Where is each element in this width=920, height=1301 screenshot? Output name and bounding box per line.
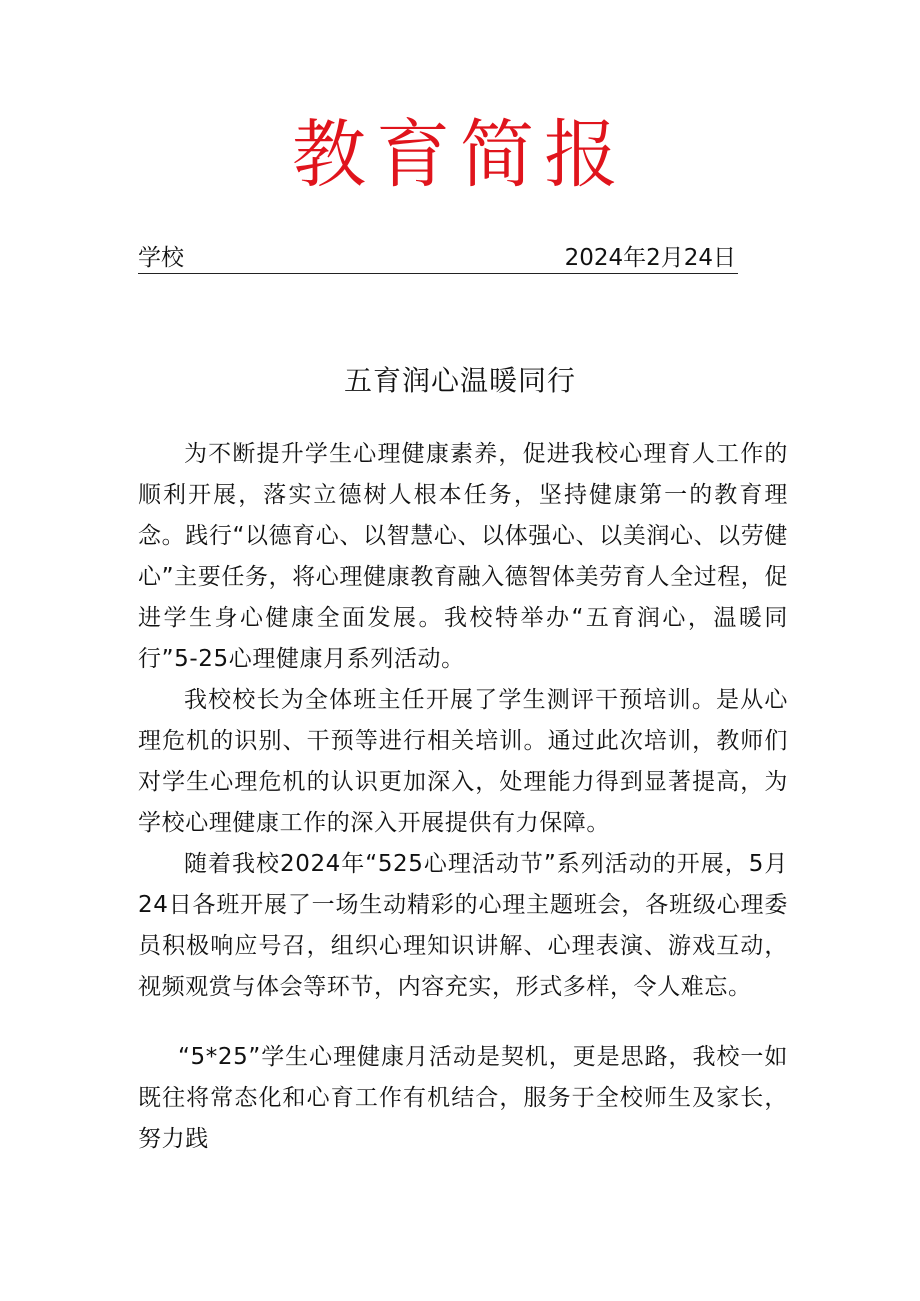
school-label: 学校 — [138, 245, 184, 271]
issue-date: 2024年2月24日 — [564, 245, 736, 271]
paragraph-class-meeting: 随着我校2024年“525心理活动节”系列活动的开展，5月24日各班开展了一场生动精彩的心理主题班会，各班级心理委员积极响应号召，组织心理知识讲解、心理表演、游戏互动，视频观赏与体会等环节，内容充实，形式多样，令人难忘。 — [138, 851, 788, 1000]
masthead-title: 教育简报 — [292, 112, 628, 198]
header-line — [138, 243, 738, 274]
paragraph-training: 我校校长为全体班主任开展了学生测评干预培训。是从心理危机的识别、干预等进行相关培训。通过此次培训，教师们对学生心理危机的认识更加深入，处理能力得到显著提高，为学校心理健康工作的深入开展提供有力保障。 — [138, 687, 788, 836]
paragraph-conclusion: “5*25”学生心理健康月活动是契机，更是思路，我校一如既往将常态化和心育工作有机结合，服务于全校师生及家长，努力践 — [138, 1044, 788, 1152]
paragraph-intro: 为不断提升学生心理健康素养，促进我校心理育人工作的顺利开展，落实立德树人根本任务，坚持健康第一的教育理念。践行“以德育心、以智慧心、以体强心、以美润心、以劳健心”主要任务，将心理健康教育融入德智体美劳育人全过程，促进学生身心健康全面发展。我校特举办“五育润心，温暖同行”5-25心理健康月系列活动。 — [138, 441, 788, 672]
article-body — [138, 434, 788, 1160]
article-title: 五育润心温暖同行 — [343, 364, 576, 397]
